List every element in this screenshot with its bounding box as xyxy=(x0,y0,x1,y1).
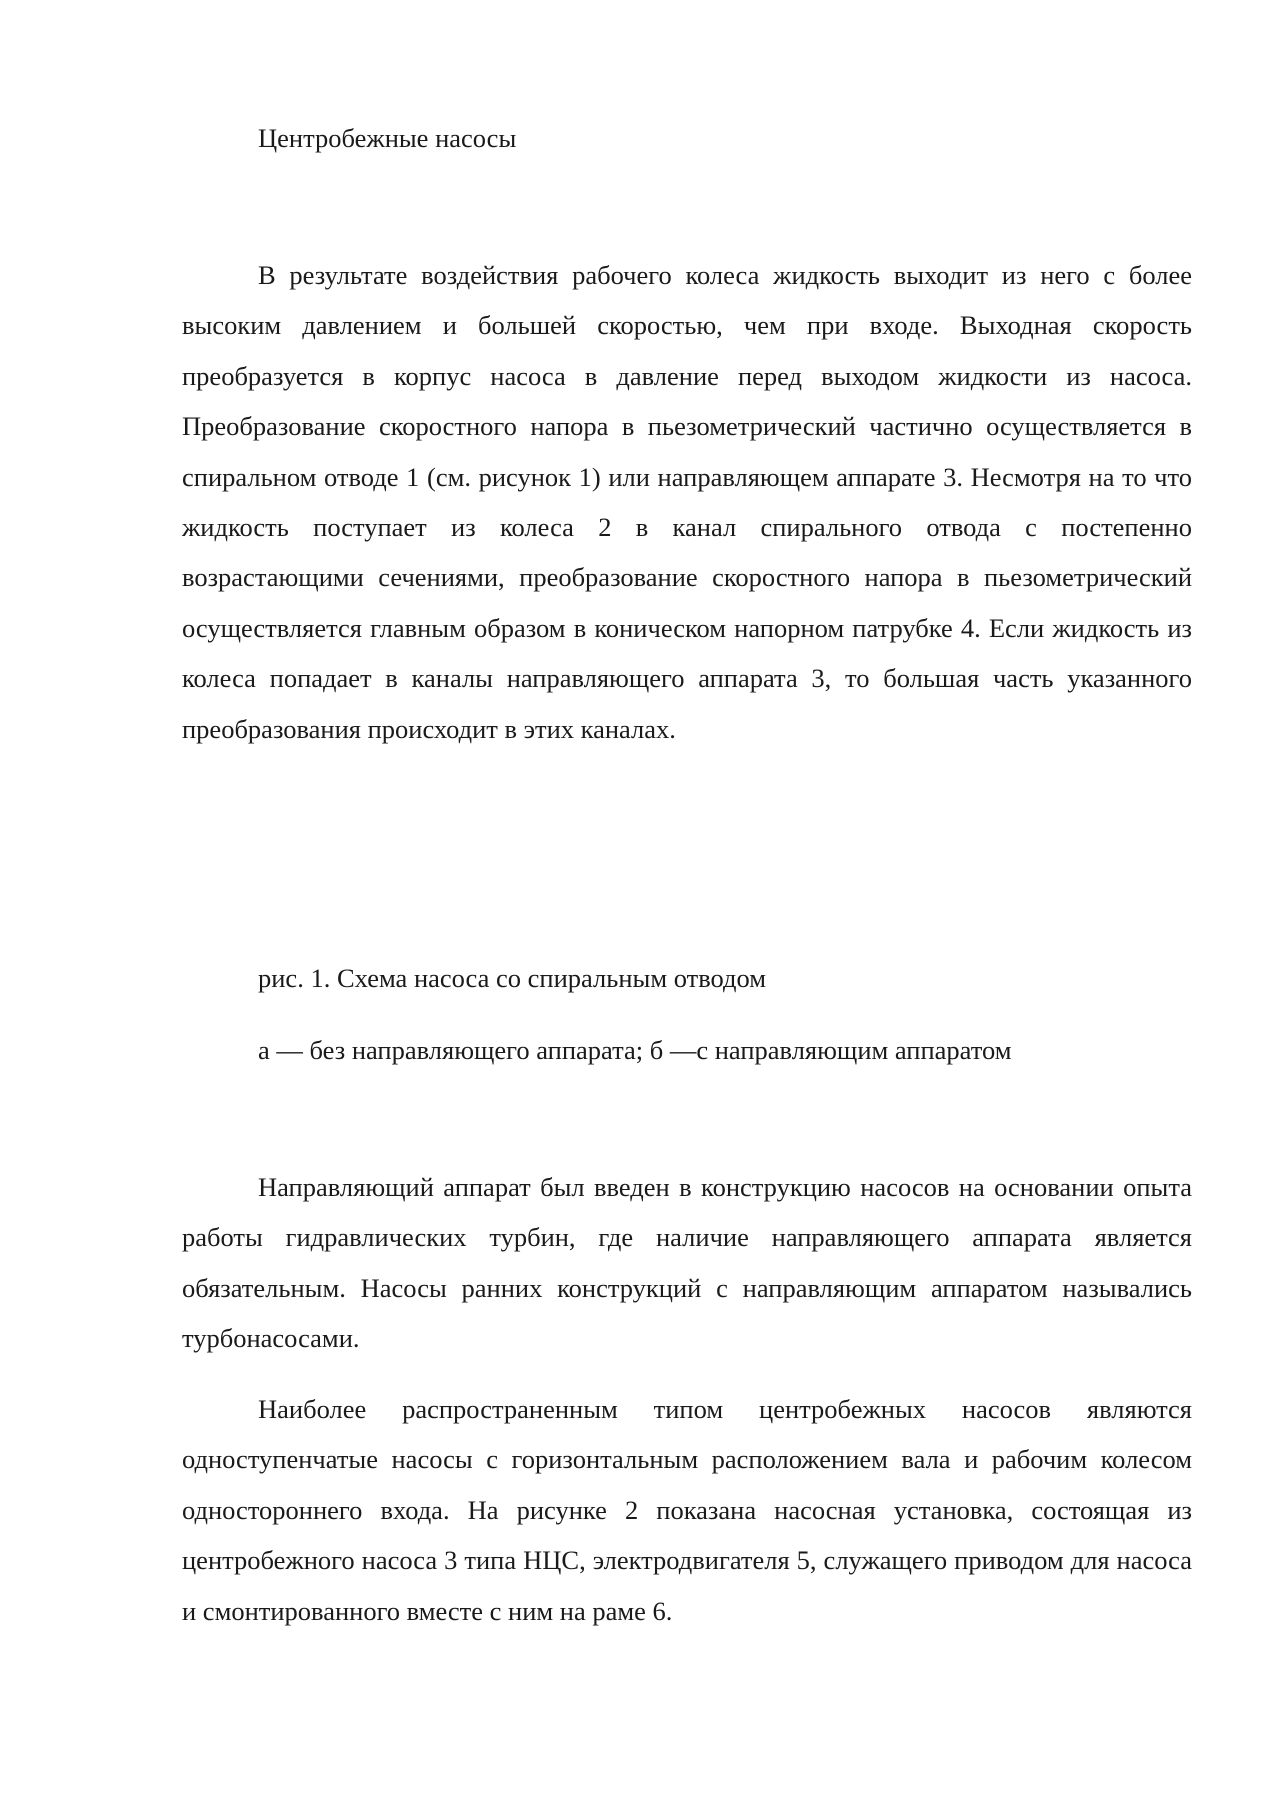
figure-caption: рис. 1. Схема насоса со спиральным отводом xyxy=(258,963,767,993)
figure-subcaption: а — без направляющего аппарата; б —с направляющим аппаратом xyxy=(258,1035,1012,1065)
page-title: Центробежные насосы xyxy=(258,123,517,153)
paragraph-guide-apparatus: Направляющий аппарат был введен в конструкцию насосов на основании опыта работы гидравлических турбин, где наличие направляющего аппарата является обязательным. Насосы ранних конструкций с направляющим аппаратом назывались турбонасосами. xyxy=(182,1172,1192,1354)
paragraph-pump-pressure-conversion: В результате воздействия рабочего колеса жидкость выходит из него с более высоким давлением и большей скоростью, чем при входе. Выходная скорость преобразуется в корпус насоса в давление перед выходом жидкости из насоса. Преобразование скоростного напора в пьезометрический частично осуществляется в спиральном отводе 1 (см. рисунок 1) или направляющем аппарате 3. Несмотря на то что жидкость поступает из колеса 2 в канал спирального отвода с постепенно возрастающими сечениями, преобразование скоростного напора в пьезометрический осуществляется главным образом в коническом напорном патрубке 4. Если жидкость из колеса попадает в каналы направляющего аппарата 3, то большая часть указанного преобразования происходит в этих каналах. xyxy=(182,260,1192,744)
paragraph-single-stage-pumps: Наиболее распространенным типом центробежных насосов являются одноступенчатые насосы с горизонтальным расположением вала и рабочим колесом одностороннего входа. На рисунке 2 показана насосная установка, состоящая из центробежного насоса 3 типа НЦС, электродвигателя 5, служащего приводом для насоса и смонтированного вместе с ним на раме 6. xyxy=(182,1394,1192,1626)
